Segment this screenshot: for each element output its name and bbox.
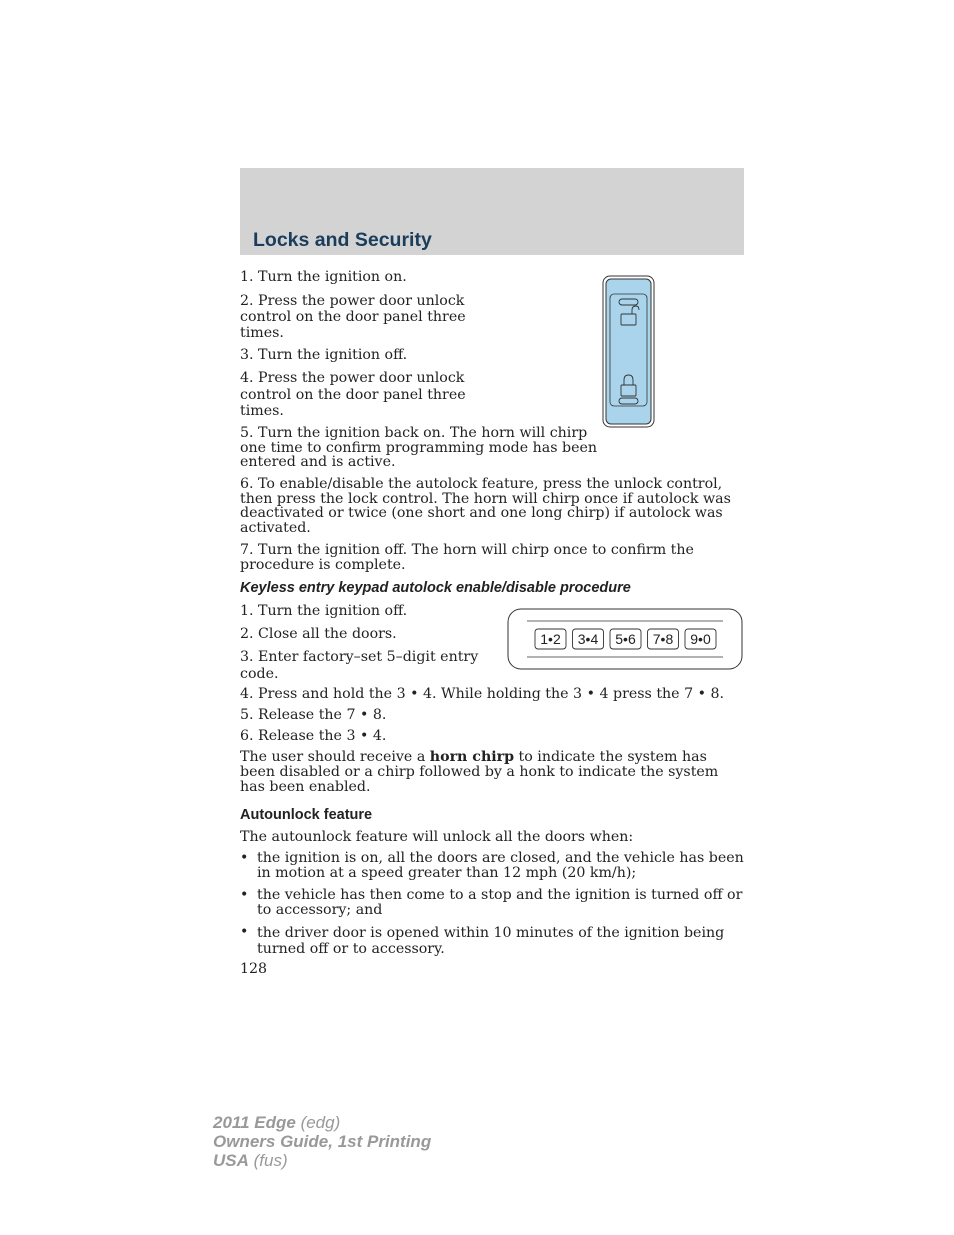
footer-line-1: 2011 Edge (edg)	[213, 1113, 341, 1132]
footer-line-3: USA (fus)	[213, 1151, 288, 1170]
section-title: Locks and Security	[253, 229, 432, 251]
step-a2: 2. Press the power door unlock control on the door panel three times.	[240, 293, 466, 341]
step-a1: 1. Turn the ignition on.	[240, 269, 407, 285]
footer-line-2: Owners Guide, 1st Printing	[213, 1132, 432, 1151]
step-a4: 4. Press the power door unlock control on the door panel three times.	[240, 370, 466, 419]
door-lock-control-illustration	[602, 275, 655, 428]
autounlock-bullet-2: • the vehicle has then come to a stop and the ignition is turned off or to accessory; and	[240, 887, 743, 918]
autounlock-title: Autounlock feature	[240, 807, 373, 823]
keypad-illustration	[507, 608, 743, 670]
step-b2: 2. Close all the doors.	[240, 626, 397, 642]
autounlock-bullet-1: • the ignition is on, all the doors are closed, and the vehicle has been in motion at a speed greater than 12 mph (20 km/h);	[240, 850, 744, 881]
document-footer	[213, 1113, 431, 1170]
step-b3: 3. Enter factory–set 5–digit entry code.	[240, 649, 479, 682]
step-b6: 6. Release the 3 • 4.	[240, 728, 387, 744]
horn-chirp-emphasis: horn chirp	[429, 749, 515, 765]
horn-chirp-note: The user should receive a horn chirp to indicate the system has been disabled or a chirp followed by a honk to indicate the system has been enabled.	[240, 749, 719, 795]
step-b1: 1. Turn the ignition off.	[240, 603, 408, 619]
autounlock-intro: The autounlock feature will unlock all the doors when:	[240, 829, 634, 845]
step-a6: 6. To enable/disable the autolock feature, press the unlock control, then press the lock control. The horn will chirp once if autolock was deactivated or twice (one short and one long chirp) if autolock was activated.	[240, 476, 731, 536]
keypad-button-label: 3•4	[577, 631, 599, 647]
bullet-dot: •	[240, 924, 249, 940]
keypad-button-label: 1•2	[540, 631, 561, 647]
bullet-dot: •	[240, 887, 249, 903]
keypad-button-label: 5•6	[615, 631, 636, 647]
page-number: 128	[240, 961, 268, 977]
section-header	[240, 168, 744, 255]
keypad-button-label: 9•0	[690, 631, 711, 647]
autounlock-bullet-3: • the driver door is opened within 10 minutes of the ignition being turned off or to accessory.	[240, 924, 725, 957]
step-b5: 5. Release the 7 • 8.	[240, 707, 387, 723]
keypad-section-title: Keyless entry keypad autolock enable/disable procedure	[240, 580, 631, 596]
step-b4: 4. Press and hold the 3 • 4. While holding the 3 • 4 press the 7 • 8.	[240, 686, 725, 702]
keypad-button-label: 7•8	[652, 631, 674, 647]
step-a3: 3. Turn the ignition off.	[240, 347, 408, 363]
bullet-dot: •	[240, 850, 249, 866]
step-a7: 7. Turn the ignition off. The horn will chirp once to confirm the procedure is complete.	[240, 542, 694, 573]
step-a5: 5. Turn the ignition back on. The horn will chirp one time to confirm programming mode has been entered and is active.	[240, 425, 598, 470]
